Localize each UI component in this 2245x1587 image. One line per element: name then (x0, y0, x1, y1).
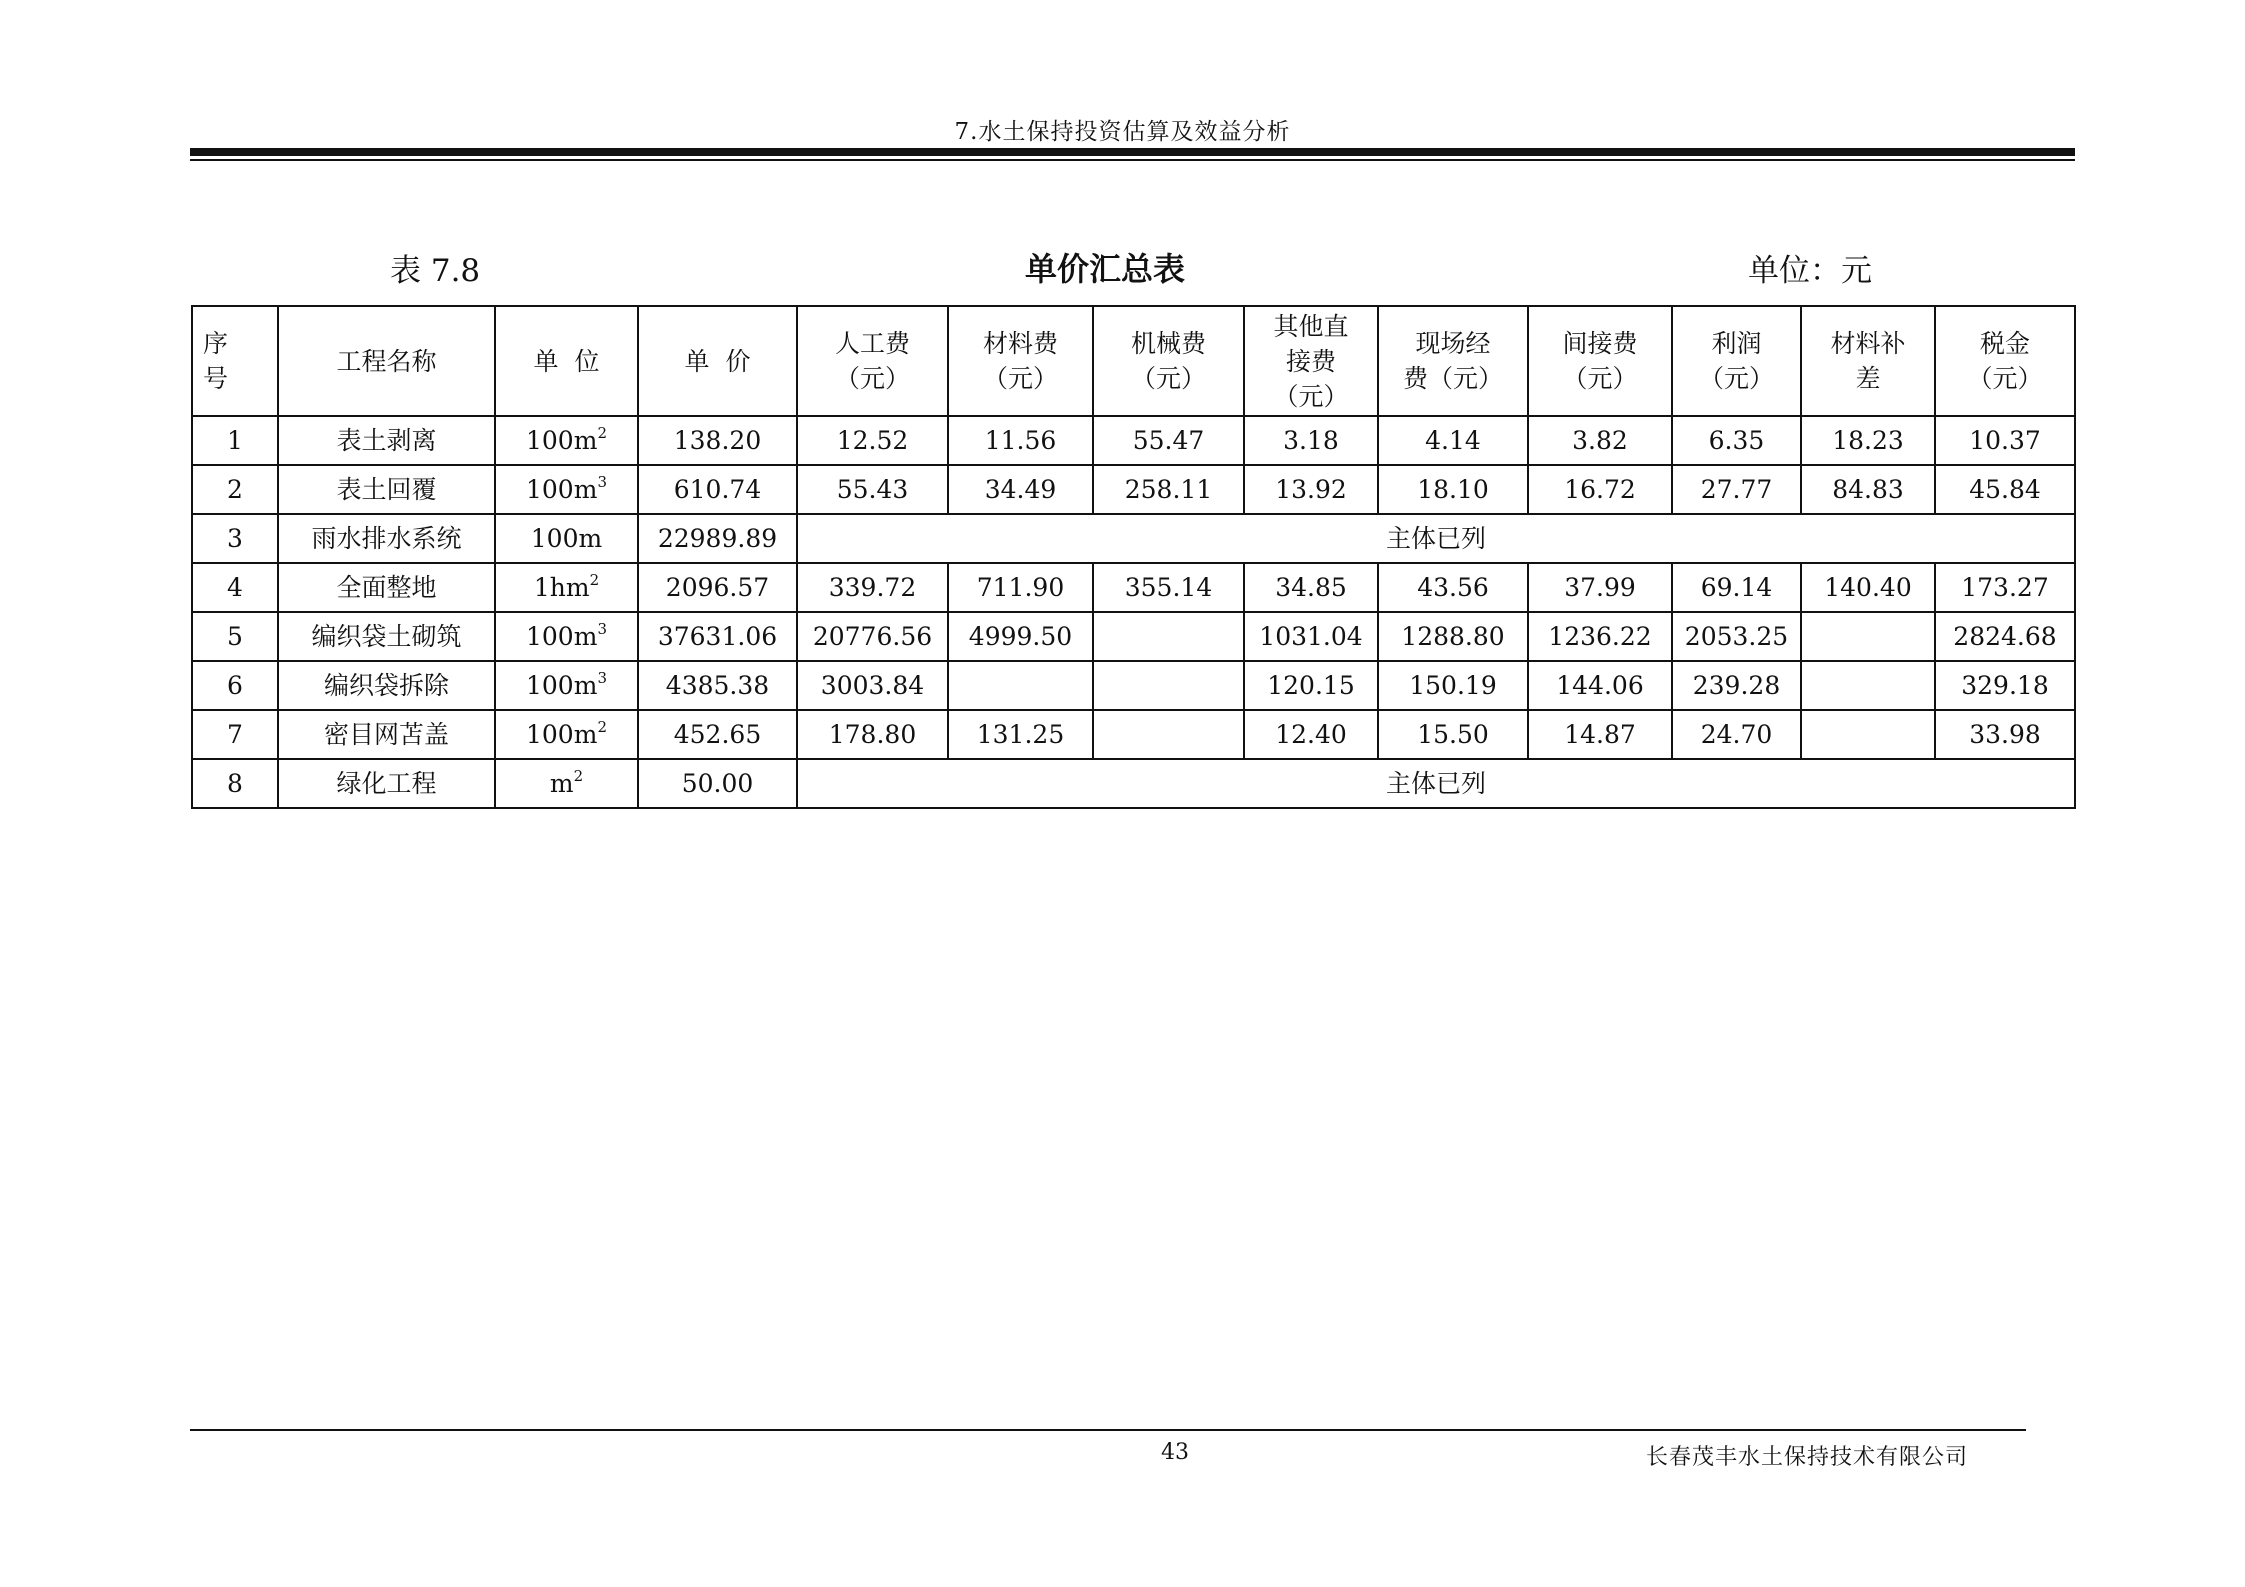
unit-base: 100m (526, 719, 598, 749)
cost-cell: 131.25 (948, 710, 1093, 759)
project-name-cell: 表土剥离 (278, 416, 495, 465)
cost-cell: 13.92 (1244, 465, 1378, 514)
unit-cell (495, 661, 638, 710)
header-cell (1528, 306, 1672, 416)
unit-base: m (549, 768, 574, 798)
unit-price-cell: 138.20 (638, 416, 797, 465)
cost-cell: 2824.68 (1935, 612, 2075, 661)
cost-cell (1093, 661, 1244, 710)
cost-cell: 120.15 (1244, 661, 1378, 710)
cost-cell: 15.50 (1378, 710, 1528, 759)
cost-cell: 144.06 (1528, 661, 1672, 710)
header-cell (1801, 306, 1935, 416)
header-text: 间接费 （元） (1562, 329, 1638, 393)
cost-cell (948, 661, 1093, 710)
unit-price-cell: 22989.89 (638, 514, 797, 563)
cost-cell: 37.99 (1528, 563, 1672, 612)
cost-cell: 178.80 (797, 710, 948, 759)
cost-cell: 55.47 (1093, 416, 1244, 465)
unit-price-cell: 2096.57 (638, 563, 797, 612)
unit-exponent: 2 (597, 423, 607, 442)
unit-cell (495, 465, 638, 514)
unit-cell (495, 612, 638, 661)
header-cell (1378, 306, 1528, 416)
cost-cell: 45.84 (1935, 465, 2075, 514)
cost-cell (1801, 710, 1935, 759)
header-cell (1244, 306, 1378, 416)
cost-cell: 11.56 (948, 416, 1093, 465)
header-cell (948, 306, 1093, 416)
header-text: 机械费 （元） (1130, 329, 1206, 393)
cost-cell (1801, 661, 1935, 710)
header-text: 材料补 差 (1830, 329, 1906, 393)
unit-cell (495, 710, 638, 759)
header-cell (1935, 306, 2075, 416)
merged-note-cell: 主体已列 (797, 514, 2075, 563)
header-rule-thick (190, 148, 2075, 156)
project-name-cell: 雨水排水系统 (278, 514, 495, 563)
cost-cell: 69.14 (1672, 563, 1801, 612)
project-name-cell: 全面整地 (278, 563, 495, 612)
unit-exponent: 2 (597, 717, 607, 736)
table-row (192, 759, 2075, 808)
unit-price-table (191, 305, 2076, 809)
cost-cell: 4999.50 (948, 612, 1093, 661)
cost-cell: 12.40 (1244, 710, 1378, 759)
cost-cell: 239.28 (1672, 661, 1801, 710)
cost-cell: 1236.22 (1528, 612, 1672, 661)
cost-cell: 2053.25 (1672, 612, 1801, 661)
unit-cell (495, 514, 638, 563)
cost-cell: 140.40 (1801, 563, 1935, 612)
unit-exponent: 3 (597, 472, 607, 491)
row-number-cell: 6 (192, 661, 278, 710)
cost-cell: 258.11 (1093, 465, 1244, 514)
table-row (192, 661, 2075, 710)
unit-price-cell: 610.74 (638, 465, 797, 514)
cost-cell: 150.19 (1378, 661, 1528, 710)
row-number-cell: 3 (192, 514, 278, 563)
cost-cell: 10.37 (1935, 416, 2075, 465)
table-unit: 单位：元 (1748, 253, 1872, 289)
cost-cell: 18.23 (1801, 416, 1935, 465)
header-text: 税金 （元） (1967, 329, 2043, 393)
table-row (192, 710, 2075, 759)
unit-base: 1hm (533, 572, 590, 602)
cost-cell: 173.27 (1935, 563, 2075, 612)
table-number: 表 7.8 (390, 253, 481, 289)
cost-cell: 1031.04 (1244, 612, 1378, 661)
cost-cell: 27.77 (1672, 465, 1801, 514)
footer-rule (190, 1429, 2026, 1431)
merged-note-cell: 主体已列 (797, 759, 2075, 808)
cost-cell (1093, 612, 1244, 661)
table-row (192, 563, 2075, 612)
unit-exponent: 2 (573, 766, 584, 785)
header-text: 序 号 (203, 329, 229, 393)
unit-exponent: 3 (597, 668, 607, 687)
header-cell (278, 306, 495, 416)
company-name: 长春茂丰水土保持技术有限公司 (1646, 1445, 1969, 1470)
header-cell (1672, 306, 1801, 416)
page-number: 43 (1161, 1440, 1189, 1465)
row-number-cell: 1 (192, 416, 278, 465)
cost-cell (1801, 612, 1935, 661)
table-title: 单价汇总表 (1024, 250, 1185, 288)
cost-cell: 18.10 (1378, 465, 1528, 514)
cost-cell: 339.72 (797, 563, 948, 612)
table-body (192, 416, 2075, 808)
cost-cell: 355.14 (1093, 563, 1244, 612)
cost-cell: 33.98 (1935, 710, 2075, 759)
cost-cell: 1288.80 (1378, 612, 1528, 661)
cost-cell: 84.83 (1801, 465, 1935, 514)
row-number-cell: 7 (192, 710, 278, 759)
project-name-cell: 编织袋土砌筑 (278, 612, 495, 661)
unit-base: 100m (526, 425, 598, 455)
unit-price-cell: 37631.06 (638, 612, 797, 661)
cost-cell: 14.87 (1528, 710, 1672, 759)
project-name-cell: 表土回覆 (278, 465, 495, 514)
cost-cell: 3.18 (1244, 416, 1378, 465)
row-number-cell: 5 (192, 612, 278, 661)
header-text: 人工费 （元） (834, 329, 910, 393)
table-row (192, 612, 2075, 661)
unit-price-cell: 50.00 (638, 759, 797, 808)
project-name-cell: 绿化工程 (278, 759, 495, 808)
cost-cell: 34.49 (948, 465, 1093, 514)
unit-price-cell: 452.65 (638, 710, 797, 759)
header-cell (797, 306, 948, 416)
unit-exponent: 2 (589, 570, 600, 589)
cost-cell: 4.14 (1378, 416, 1528, 465)
cost-cell: 43.56 (1378, 563, 1528, 612)
header-text: 材料费 （元） (982, 329, 1058, 393)
unit-base: 100m (526, 474, 598, 504)
cost-cell: 329.18 (1935, 661, 2075, 710)
header-cell (192, 306, 278, 416)
header-text: 利润 （元） (1698, 329, 1774, 393)
cost-cell: 3003.84 (797, 661, 948, 710)
unit-base: 100m (526, 621, 598, 651)
header-cell (495, 306, 638, 416)
table-row (192, 416, 2075, 465)
project-name-cell: 密目网苫盖 (278, 710, 495, 759)
project-name-cell: 编织袋拆除 (278, 661, 495, 710)
cost-cell: 3.82 (1528, 416, 1672, 465)
unit-exponent: 3 (597, 619, 607, 638)
row-number-cell: 8 (192, 759, 278, 808)
header-text: 现场经 费（元） (1402, 329, 1503, 393)
table-row (192, 465, 2075, 514)
unit-price-cell: 4385.38 (638, 661, 797, 710)
table-row (192, 514, 2075, 563)
cost-cell: 34.85 (1244, 563, 1378, 612)
unit-base: 100m (526, 670, 598, 700)
unit-cell (495, 759, 638, 808)
header-row (192, 306, 2075, 416)
cost-cell (1093, 710, 1244, 759)
header-cell (1093, 306, 1244, 416)
cost-cell: 6.35 (1672, 416, 1801, 465)
running-header: 7.水土保持投资估算及效益分析 (954, 119, 1291, 145)
header-text: 工程名称 (336, 346, 437, 376)
header-cell (638, 306, 797, 416)
unit-cell (495, 563, 638, 612)
unit-cell (495, 416, 638, 465)
header-text: 单 价 (684, 346, 751, 376)
cost-cell: 711.90 (948, 563, 1093, 612)
header-text: 单 位 (533, 346, 600, 376)
cost-cell: 12.52 (797, 416, 948, 465)
cost-cell: 20776.56 (797, 612, 948, 661)
row-number-cell: 4 (192, 563, 278, 612)
header-rule-thin (190, 159, 2075, 161)
cost-cell: 24.70 (1672, 710, 1801, 759)
cost-cell: 16.72 (1528, 465, 1672, 514)
header-text: 其他直 接费 （元） (1273, 311, 1349, 411)
row-number-cell: 2 (192, 465, 278, 514)
unit-base: 100m (530, 523, 603, 553)
cost-cell: 55.43 (797, 465, 948, 514)
